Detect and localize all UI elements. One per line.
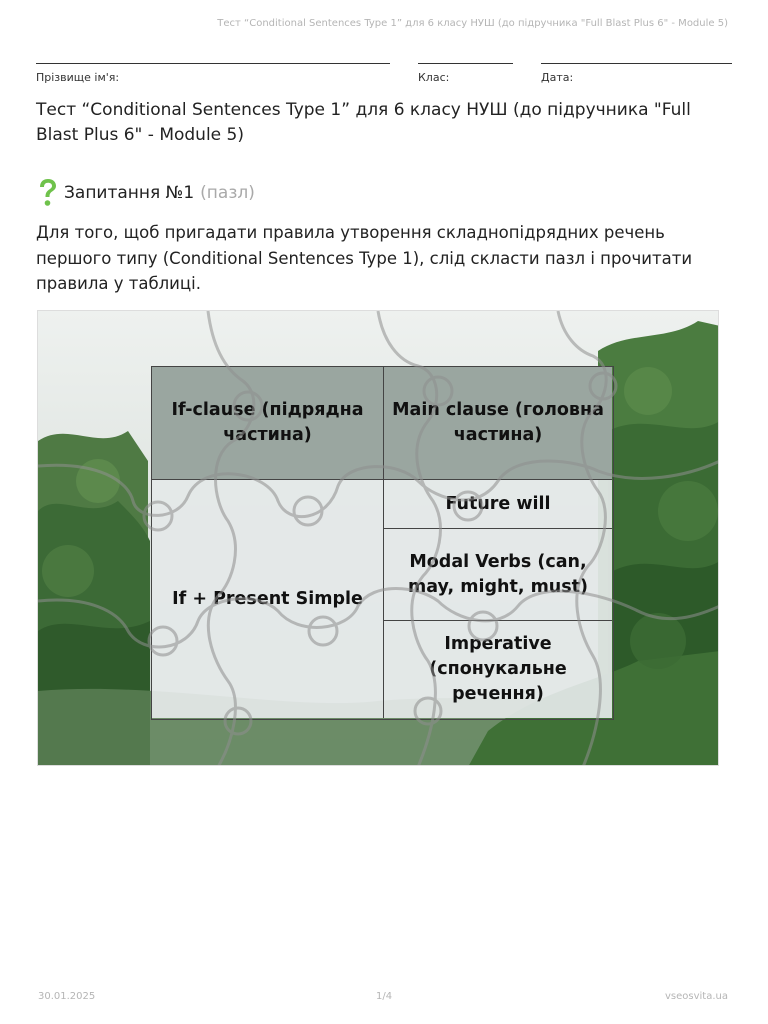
puzzle-image[interactable] <box>37 310 719 766</box>
running-header: Тест “Conditional Sentences Type 1” для 6 класу НУШ (до підручника "Full Blast Plus 6" - Module 5) <box>217 18 728 29</box>
question-text: Для того, щоб пригадати правила утворення складнопідрядних речень першого типу (Conditional Sentences Type 1), слід скласти пазл і прочитати правила у таблиці. <box>36 223 693 293</box>
class-label: Клас: <box>418 71 450 84</box>
name-field-line[interactable] <box>36 63 390 64</box>
main-clause-modal: Modal Verbs (can, may, might, must) <box>384 529 612 621</box>
footer-date: 30.01.2025 <box>38 991 96 1002</box>
name-label: Прізвище ім'я: <box>36 71 120 84</box>
footer-page-number: 1/4 <box>376 991 393 1002</box>
footer-site[interactable]: vseosvita.ua <box>665 991 728 1002</box>
date-label: Дата: <box>541 71 574 84</box>
rules-table <box>151 366 614 720</box>
if-clause-formula: If + Present Simple <box>152 480 384 718</box>
main-clause-header: Main clause (головна частина) <box>384 367 612 480</box>
question-type: (пазл) <box>200 183 255 203</box>
main-clause-imperative: Imperative (спонукальне речення) <box>384 621 612 718</box>
if-clause-header: If-clause (підрядна частина) <box>152 367 384 480</box>
document-title: Тест “Conditional Sentences Type 1” для 6 класу НУШ (до підручника "Full Blast Plus 6" - Module 5) <box>36 100 691 145</box>
class-field-line[interactable] <box>418 63 513 64</box>
question-mark-icon <box>36 178 60 208</box>
question-title: Запитання №1 <box>64 183 195 203</box>
date-field-line[interactable] <box>541 63 732 64</box>
main-clause-future: Future will <box>384 480 612 529</box>
question-heading <box>36 178 255 208</box>
